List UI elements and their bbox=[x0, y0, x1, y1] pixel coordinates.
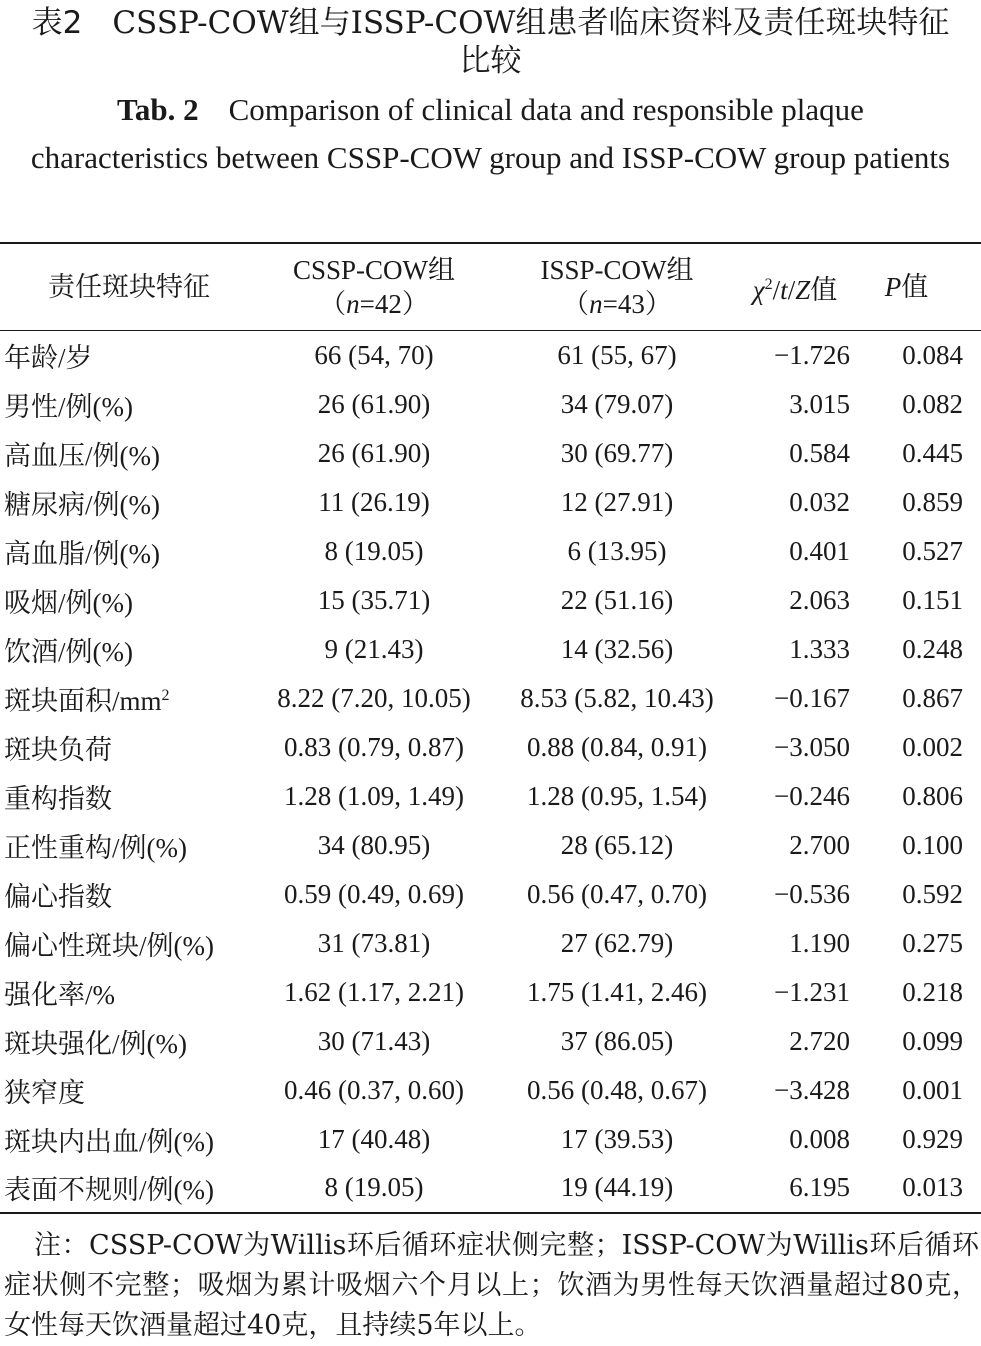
row-cssp-value: 8.22 (7.20, 10.05) bbox=[277, 682, 471, 713]
row-issp-value: 8.53 (5.82, 10.43) bbox=[520, 682, 714, 713]
row-feature: 狭窄度 bbox=[4, 1077, 85, 1108]
table-row bbox=[0, 380, 981, 429]
row-feature: 正性重构/例(%) bbox=[4, 832, 187, 863]
row-statistic: 0.401 bbox=[789, 535, 850, 566]
row-feature: 高血压/例(%) bbox=[4, 440, 160, 471]
row-cssp-value: 0.83 (0.79, 0.87) bbox=[284, 731, 464, 762]
table-row bbox=[0, 478, 981, 527]
table-row bbox=[0, 1017, 981, 1066]
row-statistic: 1.190 bbox=[789, 927, 850, 958]
comparison-table bbox=[0, 242, 981, 1214]
row-p-value: 0.151 bbox=[902, 584, 963, 615]
row-cssp-value: 66 (54, 70) bbox=[314, 339, 434, 370]
row-feature: 饮酒/例(%) bbox=[4, 636, 133, 667]
row-statistic: 0.008 bbox=[789, 1123, 850, 1154]
row-issp-value: 28 (65.12) bbox=[560, 829, 674, 860]
row-p-value: 0.013 bbox=[902, 1172, 963, 1202]
row-p-value: 0.082 bbox=[902, 388, 963, 419]
row-feature: 斑块面积$/mm^2$ bbox=[4, 685, 170, 716]
row-feature: 重构指数 bbox=[4, 783, 112, 814]
row-feature: 表面不规则/例(%) bbox=[4, 1175, 214, 1205]
caption-cn-text: CSSP-COW组与ISSP-COW组患者临床资料及责任斑块特征比较 bbox=[112, 5, 950, 79]
row-cssp-value: 15 (35.71) bbox=[317, 584, 431, 615]
row-p-value: 0.867 bbox=[902, 682, 963, 713]
table-row bbox=[0, 1066, 981, 1115]
row-cssp-value: 1.62 (1.17, 2.21) bbox=[284, 976, 464, 1007]
table-row bbox=[0, 674, 981, 723]
table-header-row bbox=[0, 243, 981, 331]
table-row bbox=[0, 723, 981, 772]
row-issp-value: 37 (86.05) bbox=[560, 1025, 674, 1056]
row-feature: 斑块强化/例(%) bbox=[4, 1028, 187, 1059]
row-feature: 斑块内出血/例(%) bbox=[4, 1126, 214, 1157]
row-statistic: −1.726 bbox=[774, 339, 850, 370]
row-issp-value: 0.88 (0.84, 0.91) bbox=[527, 731, 707, 762]
row-cssp-value: 0.46 (0.37, 0.60) bbox=[284, 1074, 464, 1105]
table-row bbox=[0, 576, 981, 625]
caption-en-text: Comparison of clinical data and responsible plaque characteristics between CSSP-COW group and ISSP-COW group patients bbox=[30, 92, 951, 175]
table-row bbox=[0, 919, 981, 968]
table-row bbox=[0, 968, 981, 1017]
row-feature: 偏心指数 bbox=[4, 881, 112, 912]
row-statistic: −3.050 bbox=[774, 731, 850, 762]
row-issp-value: 17 (39.53) bbox=[560, 1123, 674, 1154]
table-row bbox=[0, 331, 981, 380]
row-issp-value: 1.28 (0.95, 1.54) bbox=[527, 780, 707, 811]
table-row bbox=[0, 429, 981, 478]
row-p-value: 0.929 bbox=[902, 1123, 963, 1154]
row-cssp-value: 31 (73.81) bbox=[317, 927, 431, 958]
row-statistic: −0.536 bbox=[774, 878, 850, 909]
row-statistic: −0.167 bbox=[774, 682, 850, 713]
row-feature: 强化率/% bbox=[4, 979, 115, 1010]
table-row bbox=[0, 1164, 981, 1213]
row-statistic: 0.584 bbox=[789, 437, 850, 468]
row-feature: 糖尿病/例(%) bbox=[4, 489, 160, 520]
row-p-value: 0.218 bbox=[902, 976, 963, 1007]
table-row bbox=[0, 527, 981, 576]
header-issp-group: ISSP-COW组 （n=43） bbox=[540, 255, 694, 319]
header-feature: 责任斑块特征 bbox=[48, 272, 210, 302]
row-p-value: 0.806 bbox=[902, 780, 963, 811]
row-statistic: −3.428 bbox=[774, 1074, 850, 1105]
row-p-value: 0.084 bbox=[902, 339, 963, 370]
row-cssp-value: 34 (80.95) bbox=[317, 829, 431, 860]
row-p-value: 0.859 bbox=[902, 486, 963, 517]
row-feature: 男性/例(%) bbox=[4, 391, 133, 422]
row-p-value: 0.001 bbox=[902, 1074, 963, 1105]
row-issp-value: 0.56 (0.47, 0.70) bbox=[527, 878, 707, 909]
table-row bbox=[0, 870, 981, 919]
row-p-value: 0.445 bbox=[902, 437, 963, 468]
row-cssp-value: 26 (61.90) bbox=[317, 437, 431, 468]
header-p-value: P值 bbox=[884, 272, 929, 302]
row-feature: 偏心性斑块/例(%) bbox=[4, 930, 214, 961]
row-cssp-value: 9 (21.43) bbox=[324, 633, 424, 664]
row-cssp-value: 11 (26.19) bbox=[318, 486, 430, 517]
row-statistic: 2.063 bbox=[789, 584, 850, 615]
header-cssp-group: CSSP-COW组 （n=42） bbox=[292, 255, 456, 319]
row-feature: 斑块负荷 bbox=[4, 734, 112, 765]
row-statistic: −0.246 bbox=[774, 780, 850, 811]
row-cssp-value: 0.59 (0.49, 0.69) bbox=[284, 878, 464, 909]
table-row bbox=[0, 625, 981, 674]
table-note: 注：CSSP-COW为Willis环后循环症状侧完整；ISSP-COW为Willis环后循环症状侧不完整；吸烟为累计吸烟六个月以上；饮酒为男性每天饮酒量超过80克，女性每天饮酒量超过40克，且持续5年以上。 bbox=[4, 1230, 979, 1341]
row-p-value: 0.100 bbox=[902, 829, 963, 860]
row-p-value: 0.002 bbox=[902, 731, 963, 762]
row-p-value: 0.248 bbox=[902, 633, 963, 664]
row-cssp-value: 30 (71.43) bbox=[317, 1025, 431, 1056]
row-cssp-value: 17 (40.48) bbox=[317, 1123, 431, 1154]
table-caption-cn bbox=[26, 4, 955, 80]
row-statistic: 1.333 bbox=[789, 633, 850, 664]
row-issp-value: 19 (44.19) bbox=[560, 1172, 674, 1202]
table-row bbox=[0, 821, 981, 870]
caption-en-label: Tab. 2 bbox=[117, 92, 199, 127]
table-body bbox=[0, 331, 981, 1213]
row-cssp-value: 26 (61.90) bbox=[317, 388, 431, 419]
row-statistic: 2.700 bbox=[789, 829, 850, 860]
row-issp-value: 0.56 (0.48, 0.67) bbox=[527, 1074, 707, 1105]
table-row bbox=[0, 772, 981, 821]
row-issp-value: 22 (51.16) bbox=[560, 584, 674, 615]
row-p-value: 0.527 bbox=[902, 535, 963, 566]
row-statistic: 6.195 bbox=[789, 1172, 850, 1202]
caption-cn-label: 表2 bbox=[31, 5, 83, 41]
row-p-value: 0.592 bbox=[902, 878, 963, 909]
row-statistic: 3.015 bbox=[789, 388, 850, 419]
row-statistic: 0.032 bbox=[789, 486, 850, 517]
header-statistic: $\chi^2/t/Z$值 bbox=[752, 274, 838, 305]
row-feature: 年龄/岁 bbox=[4, 342, 93, 373]
row-issp-value: 1.75 (1.41, 2.46) bbox=[527, 976, 707, 1007]
row-issp-value: 61 (55, 67) bbox=[557, 339, 677, 370]
row-p-value: 0.099 bbox=[902, 1025, 963, 1056]
row-issp-value: 6 (13.95) bbox=[567, 535, 667, 566]
row-feature: 吸烟/例(%) bbox=[4, 587, 133, 618]
row-issp-value: 14 (32.56) bbox=[560, 633, 674, 664]
table-row bbox=[0, 1115, 981, 1164]
row-p-value: 0.275 bbox=[902, 927, 963, 958]
row-feature: 高血脂/例(%) bbox=[4, 538, 160, 569]
row-issp-value: 12 (27.91) bbox=[560, 486, 674, 517]
row-issp-value: 34 (79.07) bbox=[560, 388, 674, 419]
row-cssp-value: 1.28 (1.09, 1.49) bbox=[284, 780, 464, 811]
row-cssp-value: 8 (19.05) bbox=[324, 1172, 424, 1202]
table-caption-en bbox=[30, 86, 951, 182]
row-statistic: 2.720 bbox=[789, 1025, 850, 1056]
row-cssp-value: 8 (19.05) bbox=[324, 535, 424, 566]
row-statistic: −1.231 bbox=[774, 976, 850, 1007]
row-issp-value: 30 (69.77) bbox=[560, 437, 674, 468]
row-issp-value: 27 (62.79) bbox=[560, 927, 674, 958]
